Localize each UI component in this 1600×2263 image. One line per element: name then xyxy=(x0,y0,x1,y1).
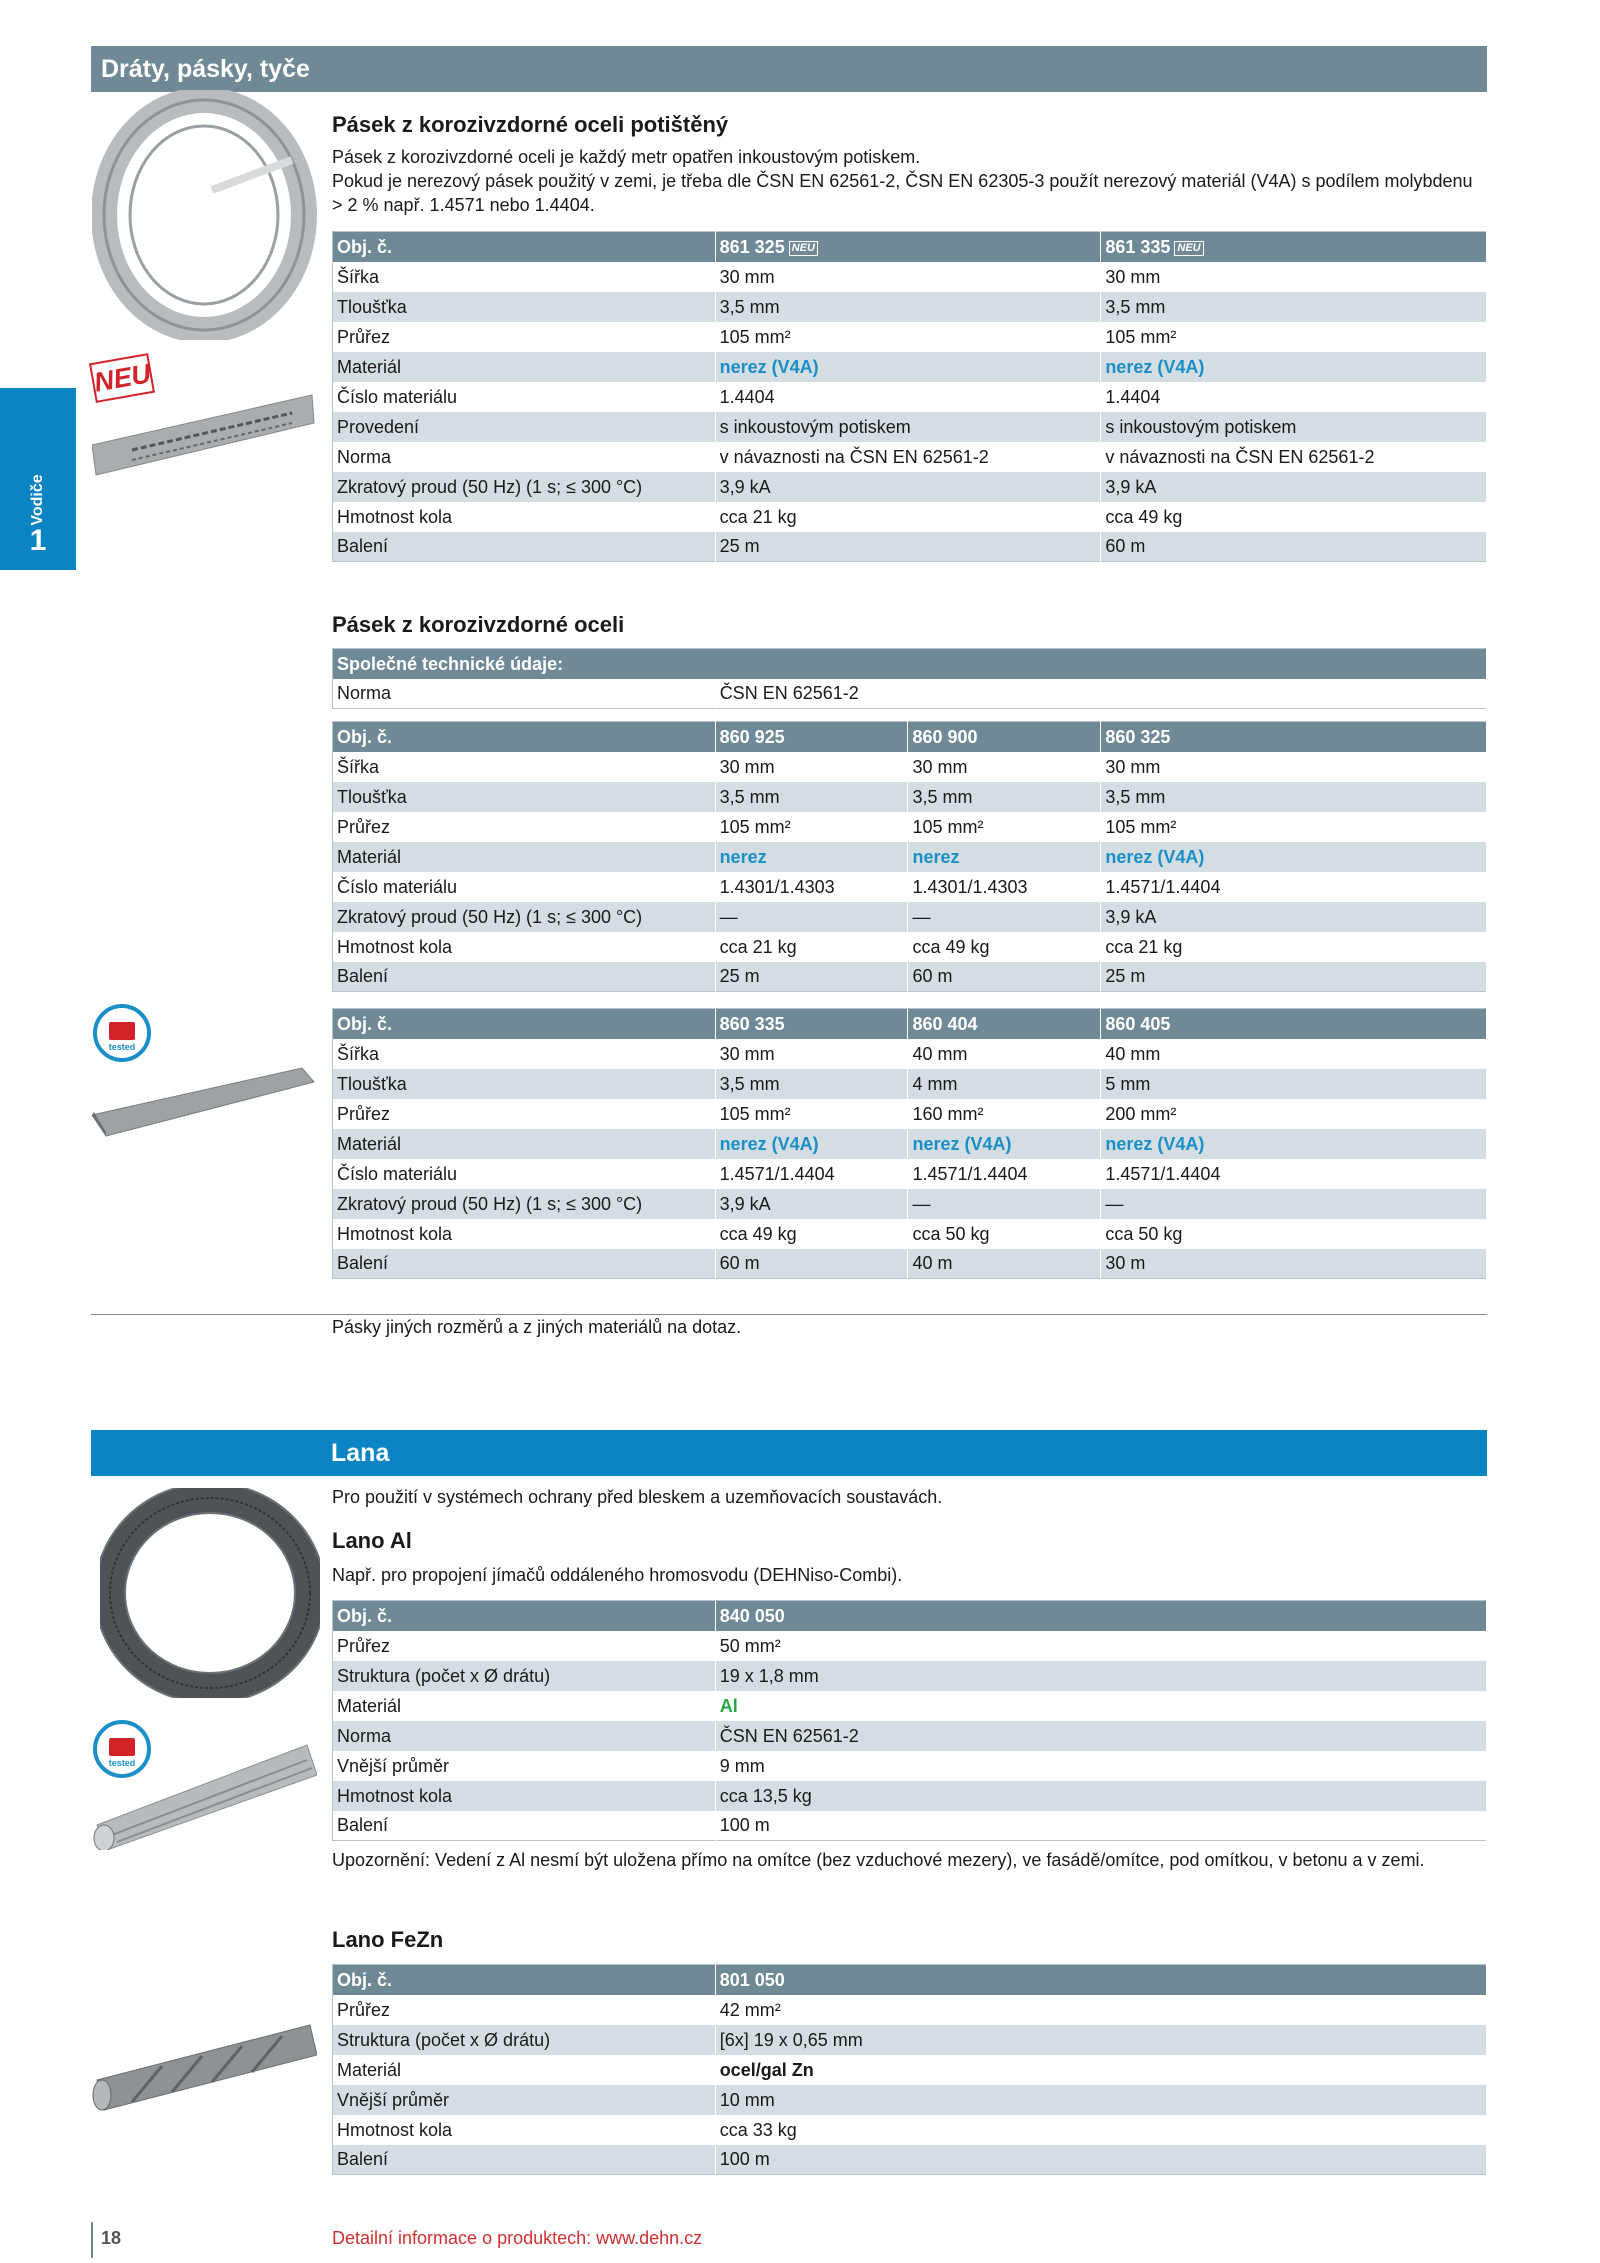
row-value: cca 13,5 kg xyxy=(715,1781,1486,1811)
row-value: cca 49 kg xyxy=(1101,502,1487,532)
row-label: Tloušťka xyxy=(333,1069,716,1099)
row-value: 105 mm² xyxy=(715,322,1101,352)
table-row xyxy=(333,472,1487,502)
row-label: Hmotnost kola xyxy=(333,932,716,962)
table-row xyxy=(333,502,1487,532)
table-row xyxy=(333,1721,1487,1751)
row-value: 3,5 mm xyxy=(715,782,908,812)
printed-strip-image xyxy=(92,385,317,480)
row-label: Číslo materiálu xyxy=(333,1159,716,1189)
row-value: 100 m xyxy=(715,1811,1486,1841)
header-cell: 801 050 xyxy=(715,1965,1486,1995)
table-row xyxy=(333,2055,1487,2085)
row-value: 105 mm² xyxy=(715,1099,908,1129)
header-cell: 860 405 xyxy=(1101,1009,1487,1039)
section-divider xyxy=(91,1314,1487,1315)
row-value: ČSN EN 62561-2 xyxy=(715,1721,1486,1751)
table-row xyxy=(333,262,1487,292)
header-cell: 840 050 xyxy=(715,1601,1486,1631)
row-value: 160 mm² xyxy=(908,1099,1101,1129)
row-label: Balení xyxy=(333,1811,716,1841)
row-label: Tloušťka xyxy=(333,292,716,322)
table-row xyxy=(333,872,1487,902)
neu-badge: NEU xyxy=(89,353,155,403)
row-value: cca 33 kg xyxy=(715,2115,1486,2145)
row-label: Tloušťka xyxy=(333,782,716,812)
row-value: 3,5 mm xyxy=(1101,292,1487,322)
row-value: 30 mm xyxy=(715,1039,908,1069)
row-value: 100 m xyxy=(715,2145,1486,2175)
table-row xyxy=(333,902,1487,932)
row-value: 1.4571/1.4404 xyxy=(1101,872,1487,902)
section1-desc2: Pokud je nerezový pásek použitý v zemi, je třeba dle ČSN EN 62561-2, ČSN EN 62305-3 použít nerezový materiál (V4A) s podílem molybdenu xyxy=(332,171,1473,191)
row-value: 3,5 mm xyxy=(715,292,1101,322)
row-label: Materiál xyxy=(333,1129,716,1159)
row-label: Šířka xyxy=(333,752,716,782)
header-cell: 860 925 xyxy=(715,722,908,752)
table-row xyxy=(333,962,1487,992)
row-value: 1.4404 xyxy=(715,382,1101,412)
row-value: 25 m xyxy=(1101,962,1487,992)
table-header-row xyxy=(333,1965,1487,1995)
row-value: nerez (V4A) xyxy=(1101,842,1487,872)
spec-table-861 xyxy=(332,231,1487,562)
row-value: 50 mm² xyxy=(715,1631,1486,1661)
header-cell: Obj. č. xyxy=(333,722,716,752)
tested-badge-1 xyxy=(93,1004,151,1062)
row-value: 40 mm xyxy=(1101,1039,1487,1069)
row-value: 4 mm xyxy=(908,1069,1101,1099)
row-value: v návaznosti na ČSN EN 62561-2 xyxy=(715,442,1101,472)
row-value: [6x] 19 x 0,65 mm xyxy=(715,2025,1486,2055)
row-value: v návaznosti na ČSN EN 62561-2 xyxy=(1101,442,1487,472)
row-value: 3,9 kA xyxy=(715,472,1101,502)
header-cell: Obj. č. xyxy=(333,1009,716,1039)
row-value: Al xyxy=(715,1691,1486,1721)
row-label: Průřez xyxy=(333,322,716,352)
table-header-row xyxy=(333,1009,1487,1039)
row-value: 200 mm² xyxy=(1101,1099,1487,1129)
row-value: nerez xyxy=(908,842,1101,872)
row-label: Balení xyxy=(333,2145,716,2175)
neu-tag: NEU xyxy=(1174,241,1203,256)
header-cell: 860 404 xyxy=(908,1009,1101,1039)
row-value: 30 mm xyxy=(1101,262,1487,292)
table-row xyxy=(333,1249,1487,1279)
row-value: cca 49 kg xyxy=(908,932,1101,962)
row-value: 60 m xyxy=(715,1249,908,1279)
table-row xyxy=(333,2145,1487,2175)
row-value: nerez (V4A) xyxy=(1101,352,1487,382)
row-value: — xyxy=(715,902,908,932)
row-value: 1.4571/1.4404 xyxy=(908,1159,1101,1189)
table-row xyxy=(333,752,1487,782)
lano-al-desc: Např. pro propojení jímačů oddáleného hromosvodu (DEHNiso-Combi). xyxy=(332,1565,903,1585)
row-value: cca 50 kg xyxy=(1101,1219,1487,1249)
row-label: Hmotnost kola xyxy=(333,2115,716,2145)
row-label: Průřez xyxy=(333,1631,716,1661)
row-value: 60 m xyxy=(908,962,1101,992)
lano-al-warning: Upozornění: Vedení z Al nesmí být uložena přímo na omítce (bez vzduchové mezery), ve fasádě/omítce, pod omítkou, v betonu a v zemi. xyxy=(332,1850,1425,1870)
row-value: ocel/gal Zn xyxy=(715,2055,1486,2085)
table-row xyxy=(333,2025,1487,2055)
row-label: Struktura (počet x Ø drátu) xyxy=(333,2025,716,2055)
row-value: 3,9 kA xyxy=(1101,472,1487,502)
table-row xyxy=(333,842,1487,872)
header-cell: Obj. č. xyxy=(333,232,716,262)
table-row xyxy=(333,1781,1487,1811)
row-value: 30 mm xyxy=(908,752,1101,782)
table-row xyxy=(333,1099,1487,1129)
row-label: Balení xyxy=(333,532,716,562)
row-label: Číslo materiálu xyxy=(333,382,716,412)
row-value: 40 mm xyxy=(908,1039,1101,1069)
row-value: nerez xyxy=(715,842,908,872)
section1-title: Pásek z korozivzdorné oceli potištěný xyxy=(332,112,729,137)
steel-strip-image xyxy=(92,1060,317,1140)
section-header-lana: Lana xyxy=(91,1430,1487,1476)
common-value: ČSN EN 62561-2 xyxy=(715,679,1486,709)
row-value: 1.4571/1.4404 xyxy=(1101,1159,1487,1189)
row-value: 1.4301/1.4303 xyxy=(908,872,1101,902)
table-row xyxy=(333,292,1487,322)
table-row xyxy=(333,1039,1487,1069)
table-row xyxy=(333,2085,1487,2115)
table-row xyxy=(333,1751,1487,1781)
row-label: Zkratový proud (50 Hz) (1 s; ≤ 300 °C) xyxy=(333,902,716,932)
spec-table-840050 xyxy=(332,1600,1487,1841)
table-row xyxy=(333,382,1487,412)
table-header-row xyxy=(333,722,1487,752)
common-label: Norma xyxy=(333,679,716,709)
row-label: Vnější průměr xyxy=(333,1751,716,1781)
section2-title: Pásek z korozivzdorné oceli xyxy=(332,612,625,637)
row-value: 105 mm² xyxy=(908,812,1101,842)
row-value: 19 x 1,8 mm xyxy=(715,1661,1486,1691)
row-label: Zkratový proud (50 Hz) (1 s; ≤ 300 °C) xyxy=(333,1189,716,1219)
row-value: 3,5 mm xyxy=(1101,782,1487,812)
header-cell: 860 900 xyxy=(908,722,1101,752)
row-value: 10 mm xyxy=(715,2085,1486,2115)
table-row xyxy=(333,932,1487,962)
row-label: Průřez xyxy=(333,1995,716,2025)
row-value: nerez (V4A) xyxy=(715,1129,908,1159)
row-value: nerez (V4A) xyxy=(908,1129,1101,1159)
row-value: 1.4404 xyxy=(1101,382,1487,412)
row-label: Zkratový proud (50 Hz) (1 s; ≤ 300 °C) xyxy=(333,472,716,502)
header-cell: Obj. č. xyxy=(333,1601,716,1631)
table-header-row xyxy=(333,232,1487,262)
spec-table-860a xyxy=(332,721,1487,992)
row-value: 30 mm xyxy=(1101,752,1487,782)
table-row xyxy=(333,679,1487,709)
row-value: 25 m xyxy=(715,962,908,992)
aluminium-cable-image xyxy=(92,1740,317,1850)
spec-table-860b xyxy=(332,1008,1487,1279)
row-label: Vnější průměr xyxy=(333,2085,716,2115)
row-value: 5 mm xyxy=(1101,1069,1487,1099)
row-label: Materiál xyxy=(333,352,716,382)
row-label: Materiál xyxy=(333,842,716,872)
row-label: Hmotnost kola xyxy=(333,502,716,532)
row-value: 105 mm² xyxy=(1101,812,1487,842)
row-value: cca 49 kg xyxy=(715,1219,908,1249)
table-row xyxy=(333,1159,1487,1189)
row-value: 30 mm xyxy=(715,752,908,782)
lana-intro: Pro použití v systémech ochrany před bleskem a uzemňovacích soustavách. xyxy=(332,1487,943,1507)
header-cell: 861 335 NEU xyxy=(1101,232,1487,262)
row-value: — xyxy=(1101,1189,1487,1219)
tested-text: tested xyxy=(108,1758,136,1768)
lano-fezn-title: Lano FeZn xyxy=(332,1927,444,1952)
row-label: Materiál xyxy=(333,1691,716,1721)
row-value: 60 m xyxy=(1101,532,1487,562)
row-label: Šířka xyxy=(333,262,716,292)
table-header-row xyxy=(333,1601,1487,1631)
table-row xyxy=(333,412,1487,442)
page-number: 18 xyxy=(101,2228,122,2248)
row-label: Struktura (počet x Ø drátu) xyxy=(333,1661,716,1691)
row-value: 30 m xyxy=(1101,1249,1487,1279)
table-row xyxy=(333,2115,1487,2145)
row-label: Číslo materiálu xyxy=(333,872,716,902)
header-cell: 860 325 xyxy=(1101,722,1487,752)
row-label: Průřez xyxy=(333,812,716,842)
row-value: 105 mm² xyxy=(715,812,908,842)
chapter-number: 1 xyxy=(29,524,47,557)
row-value: 30 mm xyxy=(715,262,1101,292)
table-row xyxy=(333,1995,1487,2025)
table-row xyxy=(333,812,1487,842)
row-value: cca 21 kg xyxy=(1101,932,1487,962)
table-row xyxy=(333,352,1487,382)
row-value: cca 21 kg xyxy=(715,932,908,962)
row-value: — xyxy=(908,1189,1101,1219)
table-row xyxy=(333,1189,1487,1219)
row-label: Hmotnost kola xyxy=(333,1219,716,1249)
section-header-draty: Dráty, pásky, tyče xyxy=(91,46,1487,92)
row-label: Provedení xyxy=(333,412,716,442)
row-label: Balení xyxy=(333,962,716,992)
row-value: cca 21 kg xyxy=(715,502,1101,532)
aluminium-cable-coil-image xyxy=(100,1488,320,1698)
table-row xyxy=(333,1691,1487,1721)
row-value: 3,9 kA xyxy=(715,1189,908,1219)
chapter-label: Vodiče xyxy=(29,474,46,526)
section1-desc3: > 2 % např. 1.4571 nebo 1.4404. xyxy=(332,195,595,215)
row-value: 1.4301/1.4303 xyxy=(715,872,908,902)
row-label: Šířka xyxy=(333,1039,716,1069)
row-label: Norma xyxy=(333,442,716,472)
table-header-row xyxy=(333,649,1487,679)
table-row xyxy=(333,1811,1487,1841)
table-row xyxy=(333,1219,1487,1249)
row-value: 3,9 kA xyxy=(1101,902,1487,932)
row-value: 40 m xyxy=(908,1249,1101,1279)
section1-desc1: Pásek z korozivzdorné oceli je každý metr opatřen inkoustovým potiskem. xyxy=(332,147,921,167)
row-value: 105 mm² xyxy=(1101,322,1487,352)
spec-table-801050 xyxy=(332,1964,1487,2175)
common-header: Společné technické údaje: xyxy=(333,649,1487,679)
row-value: 3,5 mm xyxy=(715,1069,908,1099)
chapter-side-tab[interactable] xyxy=(0,388,76,570)
row-value: s inkoustovým potiskem xyxy=(715,412,1101,442)
row-value: 1.4571/1.4404 xyxy=(715,1159,908,1189)
row-value: — xyxy=(908,902,1101,932)
fezn-cable-image xyxy=(92,2010,317,2120)
table-row xyxy=(333,1129,1487,1159)
footer-link[interactable]: Detailní informace o produktech: www.dehn.cz xyxy=(332,2228,703,2248)
row-value: 3,5 mm xyxy=(908,782,1101,812)
header-cell: 860 335 xyxy=(715,1009,908,1039)
table-row xyxy=(333,1631,1487,1661)
row-label: Norma xyxy=(333,1721,716,1751)
row-value: cca 50 kg xyxy=(908,1219,1101,1249)
common-spec-table xyxy=(332,648,1487,709)
row-label: Hmotnost kola xyxy=(333,1781,716,1811)
steel-strip-coil-image xyxy=(92,90,317,340)
tested-text: tested xyxy=(108,1042,136,1052)
neu-tag: NEU xyxy=(789,241,818,256)
row-value: 42 mm² xyxy=(715,1995,1486,2025)
tested-icon xyxy=(109,1022,135,1040)
section2-note: Pásky jiných rozměrů a z jiných materiálů na dotaz. xyxy=(332,1317,742,1337)
row-value: 25 m xyxy=(715,532,1101,562)
table-row xyxy=(333,532,1487,562)
lano-al-title: Lano Al xyxy=(332,1528,412,1553)
table-row xyxy=(333,442,1487,472)
row-label: Balení xyxy=(333,1249,716,1279)
header-cell: 861 325 NEU xyxy=(715,232,1101,262)
row-label: Materiál xyxy=(333,2055,716,2085)
table-row xyxy=(333,1661,1487,1691)
header-cell: Obj. č. xyxy=(333,1965,716,1995)
footer-divider xyxy=(91,2222,93,2258)
row-value: nerez (V4A) xyxy=(1101,1129,1487,1159)
row-value: s inkoustovým potiskem xyxy=(1101,412,1487,442)
table-row xyxy=(333,1069,1487,1099)
table-row xyxy=(333,782,1487,812)
row-value: nerez (V4A) xyxy=(715,352,1101,382)
table-row xyxy=(333,322,1487,352)
row-label: Průřez xyxy=(333,1099,716,1129)
row-value: 9 mm xyxy=(715,1751,1486,1781)
